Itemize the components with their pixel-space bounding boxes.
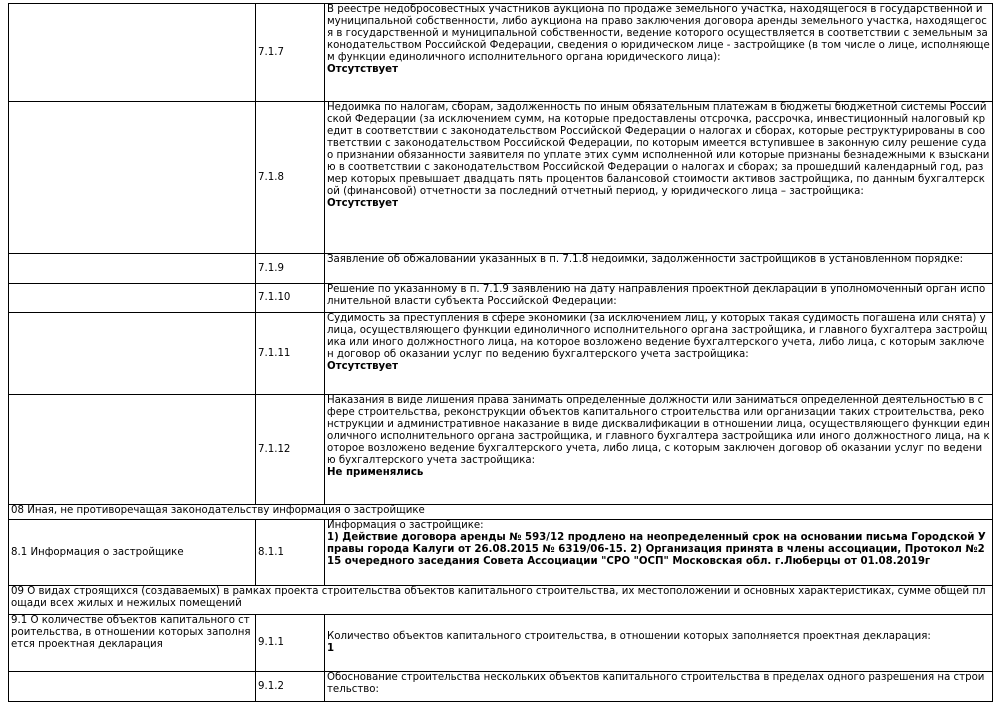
table-row	[9, 520, 993, 586]
table-row	[9, 395, 993, 505]
section-cell: 9.1 О количестве объектов капитального строительства, в отношении которых заполняется проектная декларация	[9, 615, 256, 672]
table-row	[9, 672, 993, 702]
item-value: Отсутствует	[327, 361, 398, 372]
section-cell	[9, 102, 256, 254]
item-text: Недоимка по налогам, сборам, задолженность по иным обязательным платежам в бюджеты бюджетной системы Российской Федерации (за исключением сумм, на которые предоставлены отсрочка, рассрочка, инвестиционный налоговый кредит в соответствии с законодательством Российской Федерации о налогах и сборах, которые реструктурированы в соответствии с законодательством Российской Федерации, по которым имеется вступившее в законную силу решение суда о признании обязанности заявителя по уплате этих сумм исполненной или которые признаны безнадежными к взысканию в соответствии с законодательством Российской Федерации о налогах и сборах; за прошедший календарный год, размер которых превышает двадцать пять процентов балансовой стоимости активов застройщика, по данным бухгалтерской (финансовой) отчетности за последний отчетный период, у юридического лица – застройщика:	[327, 102, 990, 197]
text-cell	[325, 395, 993, 505]
code-cell: 9.1.1	[256, 615, 325, 672]
code-cell: 7.1.12	[256, 395, 325, 505]
item-value: Отсутствует	[327, 198, 398, 209]
section-09-title: 09 О видах строящихся (создаваемых) в рамках проекта строительства объектов капитального строительства, их местоположении и основных характеристиках, сумме общей площади всех жилых и нежилых помещений	[9, 586, 993, 615]
section-header-row	[9, 586, 993, 615]
text-cell	[325, 254, 993, 284]
text-cell	[325, 313, 993, 395]
section-cell: 8.1 Информация о застройщике	[9, 520, 256, 586]
table-row	[9, 284, 993, 313]
code-cell: 7.1.9	[256, 254, 325, 284]
item-value: 1	[327, 643, 335, 654]
declaration-table	[8, 3, 993, 702]
code-cell: 9.1.2	[256, 672, 325, 702]
text-cell	[325, 4, 993, 102]
item-text: Заявление об обжаловании указанных в п. 7.1.8 недоимки, задолженности застройщиков в установленном порядке:	[327, 254, 964, 265]
item-value: Отсутствует	[327, 64, 398, 75]
section-cell	[9, 284, 256, 313]
item-text: Судимость за преступления в сфере экономики (за исключением лиц, у которых такая судимость погашена или снята) у лица, осуществляющего функции единоличного исполнительного органа застройщика, и главного бухгалтера застройщика или иного должностного лица, на которое возложено ведение бухгалтерского учета, либо лица, с которым заключен договор об оказании услуг по ведению бухгалтерского учета застройщика:	[327, 313, 988, 360]
text-cell	[325, 615, 993, 672]
table-row	[9, 4, 993, 102]
table-row	[9, 615, 993, 672]
text-cell	[325, 672, 993, 702]
code-cell: 8.1.1	[256, 520, 325, 586]
code-cell: 7.1.11	[256, 313, 325, 395]
table-row	[9, 102, 993, 254]
text-cell	[325, 520, 993, 586]
section-cell	[9, 395, 256, 505]
code-cell: 7.1.7	[256, 4, 325, 102]
item-text: Наказания в виде лишения права занимать определенные должности или заниматься определенной деятельностью в сфере строительства, реконструкции объектов капитального строительства или организации таких строительства, реконструкции и административное наказание в виде дисквалификации в отношении лица, осуществляющего функции единоличного исполнительного органа застройщика, и главного бухгалтера застройщика или иного должностного лица, на которое возложено ведение бухгалтерского учета, либо лица, с которым заключен договор об оказании услуг по ведению бухгалтерского учета застройщика:	[327, 395, 990, 466]
section-cell	[9, 254, 256, 284]
text-cell	[325, 102, 993, 254]
declaration-page	[8, 3, 992, 702]
item-text: Обоснование строительства нескольких объектов капитального строительства в пределах одного разрешения на строительство:	[327, 672, 985, 695]
item-text: Информация о застройщике:	[327, 520, 484, 531]
item-text: Количество объектов капитального строительства, в отношении которых заполняется проектная декларация:	[327, 631, 931, 642]
section-cell	[9, 672, 256, 702]
section-cell	[9, 4, 256, 102]
item-value: Не применялись	[327, 467, 424, 478]
table-row	[9, 313, 993, 395]
section-cell	[9, 313, 256, 395]
item-value: 1) Действие договора аренды № 593/12 продлено на неопределенный срок на основании письма Городской Управы города Калуги от 26.08.2015 № 6319/06-15. 2) Организация принята в члены ассоциации, Протокол №215 очередного заседания Совета Ассоциации "СРО "ОСП" Московская обл. г.Люберцы от 01.08.2019г	[327, 532, 986, 567]
section-08-title: 08 Иная, не противоречащая законодательству информация о застройщике	[9, 505, 993, 520]
code-cell: 7.1.10	[256, 284, 325, 313]
table-row	[9, 254, 993, 284]
item-text: Решение по указанному в п. 7.1.9 заявлению на дату направления проектной декларации в уполномоченный орган исполнительной власти субъекта Российской Федерации:	[327, 284, 986, 307]
section-header-row	[9, 505, 993, 520]
code-cell: 7.1.8	[256, 102, 325, 254]
item-text: В реестре недобросовестных участников аукциона по продаже земельного участка, находящегося в государственной и муниципальной собственности, либо аукциона на право заключения договора аренды земельного участка, находящегося в государственной и муниципальной собственности, ведение которого осуществляется в соответствии с земельным законодательством Российской Федерации, сведения о юридическом лице - застройщике (в том числе о лице, исполняющем функции единоличного исполнительного органа юридического лица):	[327, 4, 990, 63]
text-cell	[325, 284, 993, 313]
